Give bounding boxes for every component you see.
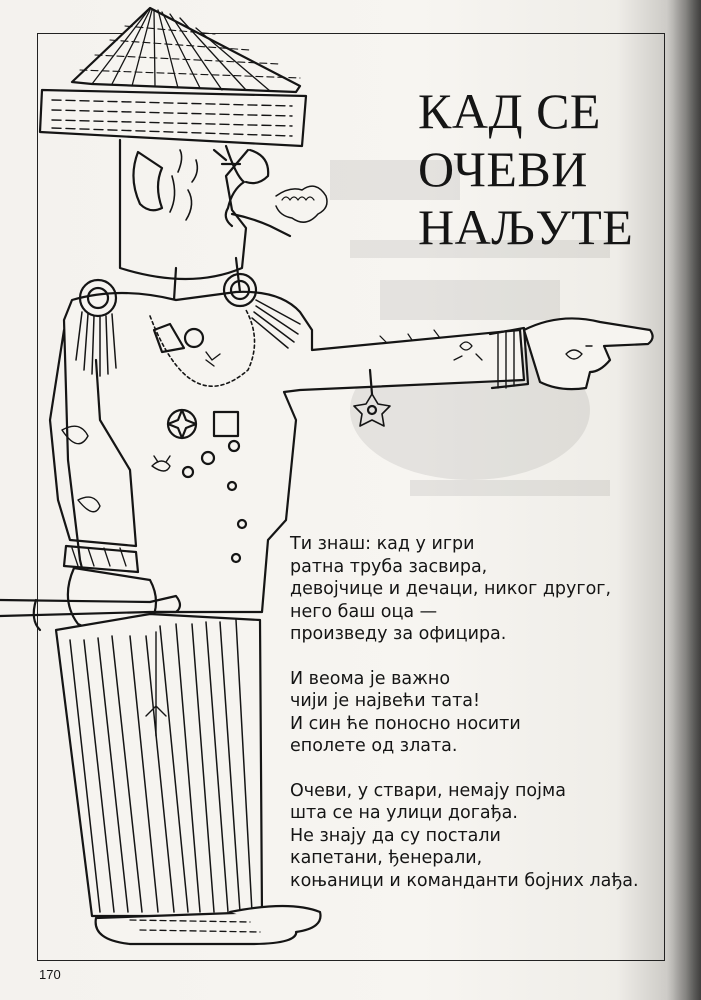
poem-line: произведу за официра. bbox=[290, 624, 507, 644]
poem-line: еполете од злата. bbox=[290, 736, 458, 756]
poem bbox=[290, 533, 639, 914]
poem-line: девојчице и дечаци, никог другог, bbox=[290, 579, 612, 599]
poem-line: И веома је важно bbox=[290, 668, 451, 689]
poem-line: И син ће поносно носити bbox=[290, 713, 521, 734]
poem-line: чији је највећи тата! bbox=[290, 691, 481, 711]
title-line: КАД СЕ bbox=[418, 83, 601, 139]
stanza bbox=[290, 668, 639, 758]
poem-line: Не знају да су постали bbox=[290, 825, 501, 846]
poem-line: Ти знаш: кад у игри bbox=[290, 534, 475, 554]
stanza bbox=[290, 780, 639, 893]
poem-line: Очеви, у ствари, немају појма bbox=[290, 780, 566, 801]
stanza bbox=[290, 533, 639, 646]
page-number: 170 bbox=[39, 967, 61, 982]
poem-line: шта се на улици догађа. bbox=[290, 803, 518, 823]
paper-hat bbox=[40, 8, 306, 146]
poem-line: коњаници и команданти бојних лађа. bbox=[290, 870, 639, 891]
trousers bbox=[56, 614, 262, 916]
title-line: НАЉУТЕ bbox=[418, 199, 634, 255]
poem-line: капетани, ђенерали, bbox=[290, 848, 483, 868]
head bbox=[120, 140, 327, 279]
title-line: ОЧЕВИ bbox=[418, 141, 588, 197]
poem-line: него баш оца — bbox=[290, 601, 438, 622]
poem-line: ратна труба засвира, bbox=[290, 556, 488, 577]
